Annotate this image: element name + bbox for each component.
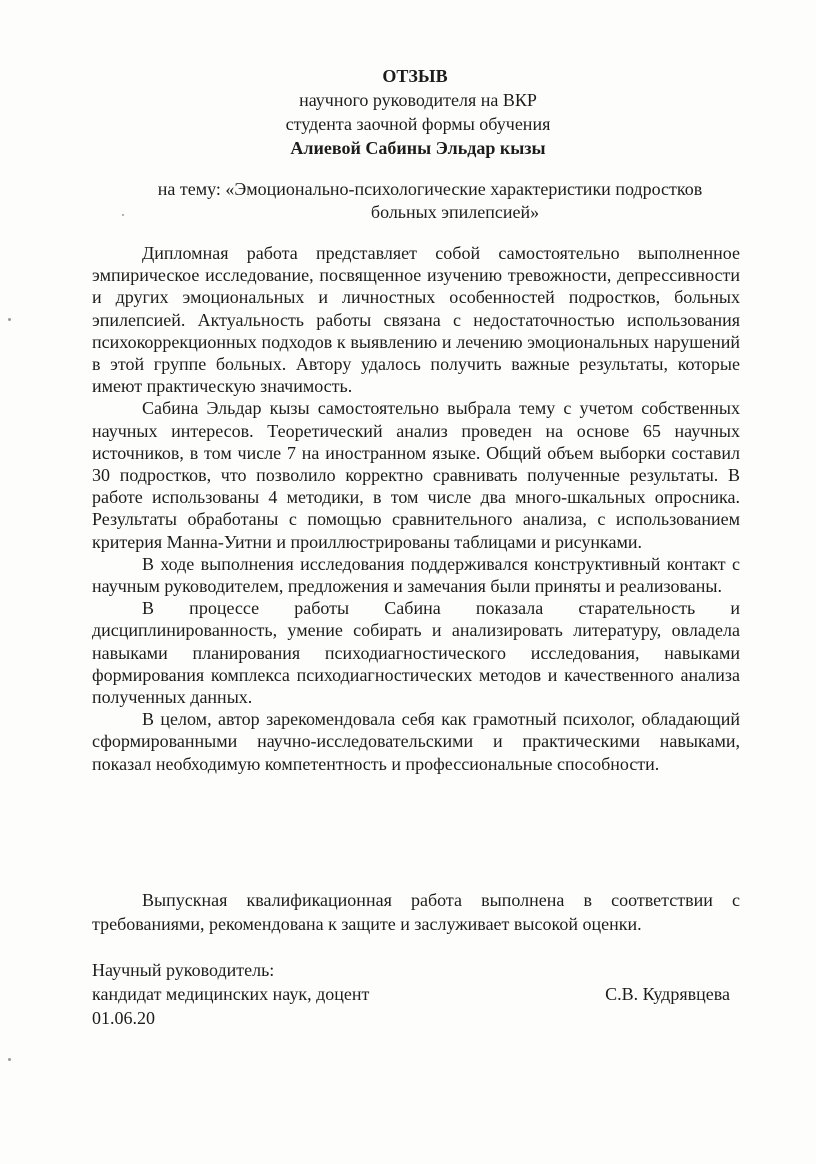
review-body [92,242,740,775]
conclusion-text: Выпускная квалификационная работа выполнена в соответствии с требованиями, рекомендована к защите и заслуживает высокой оценки. [92,890,740,934]
body-paragraph: Дипломная работа представляет собой самостоятельно выполненное эмпирическое исследование, посвященное изучению тревожности, депрессивности и других эмоциональных и личностных особенностей подростков, больных эпилепсией. Актуальность работы связана с недостаточностью использования психокоррекционных подходов к выявлению и лечению эмоциональных нарушений в этой группе больных. Автору удалось получить важные результаты, которые имеют практическую значимость. [92,243,740,397]
topic-line: больных эпилепсией» [370,202,540,222]
student-name: Алиевой Сабины Эльдар кызы [290,138,546,158]
body-paragraph: В ходе выполнения исследования поддерживался конструктивный контакт с научным руководителем, предложения и замечания были приняты и реализованы. [92,553,740,597]
topic-line: на тему: «Эмоционально-психологические характеристики подростков [157,179,703,199]
thesis-topic [150,178,710,224]
document-subtitle-student-form: студента заочной формы обучения [285,114,551,134]
signature-block [92,958,740,1030]
supervisor-degree: кандидат медицинских наук, доцент [92,984,370,1004]
review-date: 01.06.20 [92,1008,155,1028]
supervisor-name: С.В. Кудрявцева [605,984,730,1004]
supervisor-role: Научный руководитель: [92,960,275,980]
scan-speck [8,1058,11,1061]
review-conclusion [92,888,740,936]
scan-speck [8,318,11,321]
document-subtitle-role: научного руководителя на ВКР [299,90,537,110]
document-header [0,64,816,160]
supervisor-degree-row [92,982,740,1006]
body-paragraph: В процессе работы Сабина показала старательность и дисциплинированность, умение собирать и анализировать литературу, овладела навыками планирования психодиагностического исследования, навыками формирования комплекса психодиагностических методов и качественного анализа полученных данных. [92,598,740,708]
document-title: ОТЗЫВ [382,66,448,86]
body-paragraph: Сабина Эльдар кызы самостоятельно выбрала тему с учетом собственных научных интересов. Теоретический анализ проведен на основе 65 научных источников, в том числе 7 на иностранном языке. Общий объем выборки составил 30 подростков, что позволило корректно сравнивать полученные результаты. В работе использованы 4 методики, в том числе два много-шкальных опросника. Результаты обработаны с помощью сравнительного анализа, с использованием критерия Манна-Уитни и проиллюстрированы таблицами и рисунками. [92,398,740,552]
body-paragraph: В целом, автор зарекомендовала себя как грамотный психолог, обладающий сформированными научно-исследовательскими и практическими навыками, показал необходимую компетентность и профессиональные способности. [92,709,740,774]
scan-speck [122,214,124,216]
